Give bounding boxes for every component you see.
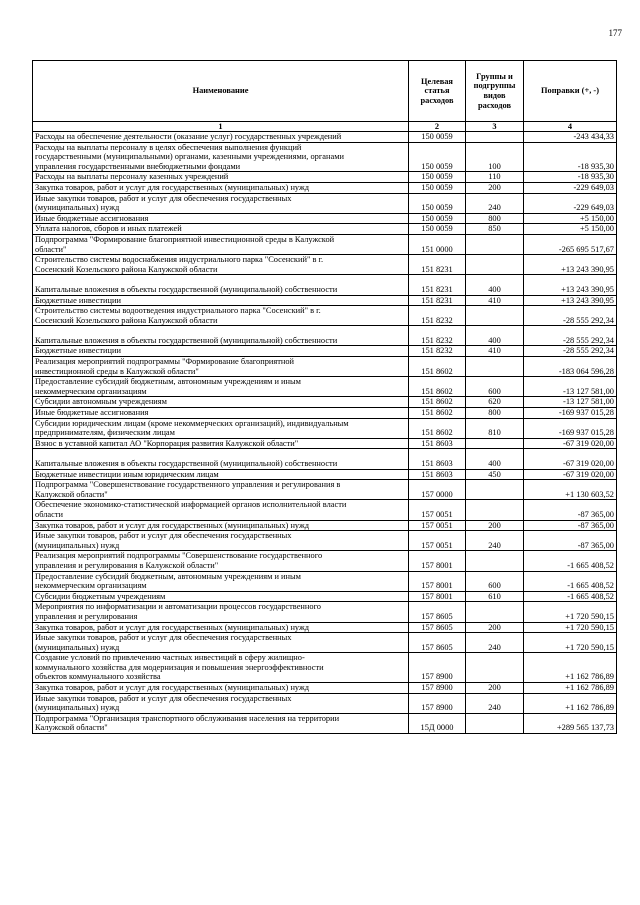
row-expense-group: 620 bbox=[466, 397, 524, 408]
table-row bbox=[33, 275, 617, 295]
row-amount: -28 555 292,34 bbox=[524, 306, 617, 326]
table-header-row bbox=[33, 61, 617, 122]
row-name: Закупка товаров, работ и услуг для государственных (муниципальных) нужд bbox=[33, 622, 409, 633]
row-target-code: 157 0051 bbox=[409, 520, 466, 531]
row-target-code: 151 8231 bbox=[409, 295, 466, 306]
row-target-code: 150 0059 bbox=[409, 224, 466, 235]
table-row bbox=[33, 346, 617, 357]
table-row bbox=[33, 234, 617, 254]
row-target-code: 15Д 0000 bbox=[409, 713, 466, 733]
row-expense-group bbox=[466, 480, 524, 500]
row-expense-group: 240 bbox=[466, 693, 524, 713]
row-target-code: 150 0059 bbox=[409, 213, 466, 224]
row-expense-group: 610 bbox=[466, 591, 524, 602]
table-row bbox=[33, 602, 617, 622]
row-name: Субсидии бюджетным учреждениям bbox=[33, 591, 409, 602]
row-name: Предоставление субсидий бюджетным, автономным учреждениям и иным некоммерческим организациям bbox=[33, 571, 409, 591]
row-name: Подпрограмма "Формирование благоприятной инвестиционной среды в Калужской области" bbox=[33, 234, 409, 254]
row-target-code: 151 8232 bbox=[409, 346, 466, 357]
row-target-code: 157 8900 bbox=[409, 653, 466, 683]
row-amount: +13 243 390,95 bbox=[524, 255, 617, 275]
row-target-code: 157 8001 bbox=[409, 591, 466, 602]
row-name: Иные закупки товаров, работ и услуг для обеспечения государственных (муниципальных) нужд bbox=[33, 633, 409, 653]
table-row bbox=[33, 397, 617, 408]
row-name: Реализация мероприятий подпрограммы "Формирование благоприятной инвестиционной среды в Калужской области" bbox=[33, 357, 409, 377]
row-amount: -265 695 517,67 bbox=[524, 234, 617, 254]
row-name: Иные бюджетные ассигнования bbox=[33, 213, 409, 224]
row-target-code: 150 0059 bbox=[409, 142, 466, 172]
row-name: Субсидии автономным учреждениям bbox=[33, 397, 409, 408]
row-expense-group bbox=[466, 653, 524, 683]
row-name: Закупка товаров, работ и услуг для государственных (муниципальных) нужд bbox=[33, 520, 409, 531]
table-row bbox=[33, 438, 617, 449]
row-name: Иные закупки товаров, работ и услуг для обеспечения государственных (муниципальных) нужд bbox=[33, 693, 409, 713]
row-amount: -229 649,03 bbox=[524, 182, 617, 193]
table-row bbox=[33, 591, 617, 602]
row-target-code: 150 0059 bbox=[409, 193, 466, 213]
row-expense-group bbox=[466, 234, 524, 254]
row-target-code: 157 8001 bbox=[409, 571, 466, 591]
row-expense-group: 850 bbox=[466, 224, 524, 235]
row-target-code: 157 8001 bbox=[409, 551, 466, 571]
table-row bbox=[33, 531, 617, 551]
table-row bbox=[33, 255, 617, 275]
column-number-row bbox=[33, 122, 617, 132]
column-number-2: 2 bbox=[409, 122, 466, 132]
row-name: Расходы на выплаты персоналу в целях обеспечения выполнения функций государственными (муниципальными) органами, казенными учреждениями, органами управления государственными внебюджетными фондами bbox=[33, 142, 409, 172]
row-expense-group: 810 bbox=[466, 418, 524, 438]
row-name: Строительство системы водоотведения индустриального парка "Сосенский" в г. Сосенский Козельского района Калужской области bbox=[33, 306, 409, 326]
row-amount: +1 162 786,89 bbox=[524, 693, 617, 713]
row-amount: -243 434,33 bbox=[524, 132, 617, 143]
row-target-code: 151 8232 bbox=[409, 326, 466, 346]
row-target-code: 157 8900 bbox=[409, 693, 466, 713]
row-amount: -28 555 292,34 bbox=[524, 346, 617, 357]
row-name: Капитальные вложения в объекты государственной (муниципальной) собственности bbox=[33, 275, 409, 295]
row-expense-group bbox=[466, 551, 524, 571]
table-row bbox=[33, 213, 617, 224]
row-expense-group: 410 bbox=[466, 295, 524, 306]
table-row bbox=[33, 633, 617, 653]
row-amount: -1 665 408,52 bbox=[524, 551, 617, 571]
row-amount: +1 720 590,15 bbox=[524, 602, 617, 622]
table-row bbox=[33, 449, 617, 469]
row-amount: -13 127 581,00 bbox=[524, 397, 617, 408]
row-expense-group: 240 bbox=[466, 193, 524, 213]
row-expense-group: 600 bbox=[466, 571, 524, 591]
row-target-code: 151 8603 bbox=[409, 449, 466, 469]
row-name: Капитальные вложения в объекты государственной (муниципальной) собственности bbox=[33, 326, 409, 346]
row-expense-group: 400 bbox=[466, 326, 524, 346]
row-amount: +5 150,00 bbox=[524, 224, 617, 235]
row-expense-group bbox=[466, 306, 524, 326]
table-row bbox=[33, 520, 617, 531]
row-expense-group bbox=[466, 357, 524, 377]
row-amount: +1 162 786,89 bbox=[524, 653, 617, 683]
row-amount: +1 162 786,89 bbox=[524, 683, 617, 694]
table-row bbox=[33, 551, 617, 571]
row-amount: +1 720 590,15 bbox=[524, 633, 617, 653]
row-expense-group: 800 bbox=[466, 213, 524, 224]
row-target-code: 157 8605 bbox=[409, 602, 466, 622]
table-row bbox=[33, 571, 617, 591]
row-expense-group bbox=[466, 713, 524, 733]
row-name: Уплата налогов, сборов и иных платежей bbox=[33, 224, 409, 235]
row-name: Капитальные вложения в объекты государственной (муниципальной) собственности bbox=[33, 449, 409, 469]
row-target-code: 157 0051 bbox=[409, 500, 466, 520]
row-amount: -28 555 292,34 bbox=[524, 326, 617, 346]
row-amount: +5 150,00 bbox=[524, 213, 617, 224]
row-target-code: 151 8603 bbox=[409, 438, 466, 449]
row-target-code: 151 8231 bbox=[409, 275, 466, 295]
row-expense-group: 200 bbox=[466, 683, 524, 694]
row-expense-group bbox=[466, 438, 524, 449]
table-row bbox=[33, 683, 617, 694]
row-name: Субсидии юридическим лицам (кроме некоммерческих организаций), индивидуальным предпринимателям, физическим лицам bbox=[33, 418, 409, 438]
table-row bbox=[33, 377, 617, 397]
row-amount: +13 243 390,95 bbox=[524, 295, 617, 306]
row-amount: -1 665 408,52 bbox=[524, 591, 617, 602]
row-amount: +289 565 137,73 bbox=[524, 713, 617, 733]
row-expense-group: 450 bbox=[466, 469, 524, 480]
row-amount: -169 937 015,28 bbox=[524, 418, 617, 438]
row-name: Подпрограмма "Совершенствование государственного управления и регулирования в Калужской области" bbox=[33, 480, 409, 500]
table-row bbox=[33, 295, 617, 306]
row-name: Обеспечение экономико-статистической информацией органов исполнительной власти области bbox=[33, 500, 409, 520]
row-expense-group: 240 bbox=[466, 531, 524, 551]
table-row bbox=[33, 408, 617, 419]
row-amount: -18 935,30 bbox=[524, 142, 617, 172]
row-target-code: 151 8602 bbox=[409, 408, 466, 419]
row-amount: -169 937 015,28 bbox=[524, 408, 617, 419]
row-target-code: 157 8605 bbox=[409, 622, 466, 633]
row-target-code: 151 8603 bbox=[409, 469, 466, 480]
budget-table bbox=[32, 60, 617, 734]
table-row bbox=[33, 182, 617, 193]
row-amount: -1 665 408,52 bbox=[524, 571, 617, 591]
table-row bbox=[33, 172, 617, 183]
row-amount: -18 935,30 bbox=[524, 172, 617, 183]
row-name: Закупка товаров, работ и услуг для государственных (муниципальных) нужд bbox=[33, 182, 409, 193]
table-body bbox=[33, 132, 617, 734]
row-amount: -87 365,00 bbox=[524, 500, 617, 520]
column-number-1: 1 bbox=[33, 122, 409, 132]
row-name: Иные закупки товаров, работ и услуг для обеспечения государственных (муниципальных) нужд bbox=[33, 531, 409, 551]
row-target-code: 157 0051 bbox=[409, 531, 466, 551]
row-expense-group bbox=[466, 255, 524, 275]
column-number-3: 3 bbox=[466, 122, 524, 132]
table-row bbox=[33, 469, 617, 480]
row-expense-group: 200 bbox=[466, 182, 524, 193]
row-expense-group: 110 bbox=[466, 172, 524, 183]
row-amount: +1 720 590,15 bbox=[524, 622, 617, 633]
row-name: Подпрограмма "Организация транспортного обслуживания населения на территории Калужской области" bbox=[33, 713, 409, 733]
row-expense-group: 400 bbox=[466, 275, 524, 295]
row-name: Предоставление субсидий бюджетным, автономным учреждениям и иным некоммерческим организациям bbox=[33, 377, 409, 397]
row-name: Мероприятия по информатизации и автоматизации процессов государственного управления и регулирования bbox=[33, 602, 409, 622]
row-target-code: 151 8232 bbox=[409, 306, 466, 326]
header-amount: Поправки (+, -) bbox=[524, 61, 617, 122]
row-target-code: 151 8602 bbox=[409, 377, 466, 397]
row-target-code: 157 8605 bbox=[409, 633, 466, 653]
row-target-code: 151 8231 bbox=[409, 255, 466, 275]
table-row bbox=[33, 326, 617, 346]
row-target-code: 150 0059 bbox=[409, 172, 466, 183]
row-amount: +13 243 390,95 bbox=[524, 275, 617, 295]
row-target-code: 151 8602 bbox=[409, 357, 466, 377]
table-row bbox=[33, 622, 617, 633]
row-target-code: 157 0000 bbox=[409, 480, 466, 500]
row-amount: -67 319 020,00 bbox=[524, 469, 617, 480]
table-row bbox=[33, 142, 617, 172]
page-number: 177 bbox=[608, 28, 622, 38]
row-amount: -13 127 581,00 bbox=[524, 377, 617, 397]
row-name: Создание условий по привлечению частных инвестиций в сферу жилищно- коммунального хозяйства для модернизация и повышения энергоэффективности объектов коммунального хозяйства bbox=[33, 653, 409, 683]
row-target-code: 151 8602 bbox=[409, 418, 466, 438]
row-amount: -183 064 596,28 bbox=[524, 357, 617, 377]
row-expense-group bbox=[466, 602, 524, 622]
table-row bbox=[33, 193, 617, 213]
row-name: Взнос в уставной капитал АО "Корпорация развития Калужской области" bbox=[33, 438, 409, 449]
row-target-code: 150 0059 bbox=[409, 182, 466, 193]
row-expense-group: 400 bbox=[466, 449, 524, 469]
row-name: Закупка товаров, работ и услуг для государственных (муниципальных) нужд bbox=[33, 683, 409, 694]
column-number-4: 4 bbox=[524, 122, 617, 132]
row-expense-group: 100 bbox=[466, 142, 524, 172]
row-name: Строительство системы водоснабжения индустриального парка "Сосенский" в г. Сосенский Козельского района Калужской области bbox=[33, 255, 409, 275]
row-amount: -87 365,00 bbox=[524, 531, 617, 551]
row-expense-group: 200 bbox=[466, 622, 524, 633]
row-name: Бюджетные инвестиции bbox=[33, 295, 409, 306]
table-row bbox=[33, 653, 617, 683]
row-target-code: 150 0059 bbox=[409, 132, 466, 143]
row-expense-group: 240 bbox=[466, 633, 524, 653]
table-row bbox=[33, 480, 617, 500]
table-row bbox=[33, 357, 617, 377]
row-expense-group: 410 bbox=[466, 346, 524, 357]
row-amount: -87 365,00 bbox=[524, 520, 617, 531]
header-code: Целевая статья расходов bbox=[409, 61, 466, 122]
row-target-code: 157 8900 bbox=[409, 683, 466, 694]
row-name: Иные бюджетные ассигнования bbox=[33, 408, 409, 419]
row-amount: +1 130 603,52 bbox=[524, 480, 617, 500]
header-group: Группы и подгруппы видов расходов bbox=[466, 61, 524, 122]
row-expense-group: 800 bbox=[466, 408, 524, 419]
row-amount: -229 649,03 bbox=[524, 193, 617, 213]
table-row bbox=[33, 713, 617, 733]
row-amount: -67 319 020,00 bbox=[524, 438, 617, 449]
table-row bbox=[33, 224, 617, 235]
row-name: Иные закупки товаров, работ и услуг для обеспечения государственных (муниципальных) нужд bbox=[33, 193, 409, 213]
table-row bbox=[33, 132, 617, 143]
row-name: Расходы на обеспечение деятельности (оказание услуг) государственных учреждений bbox=[33, 132, 409, 143]
row-name: Реализация мероприятий подпрограммы "Совершенствование государственного управления и регулирования в Калужской области" bbox=[33, 551, 409, 571]
row-target-code: 151 8602 bbox=[409, 397, 466, 408]
row-name: Бюджетные инвестиции иным юридическим лицам bbox=[33, 469, 409, 480]
row-expense-group: 600 bbox=[466, 377, 524, 397]
table-row bbox=[33, 500, 617, 520]
table-row bbox=[33, 306, 617, 326]
header-name: Наименование bbox=[33, 61, 409, 122]
table-row bbox=[33, 418, 617, 438]
row-expense-group: 200 bbox=[466, 520, 524, 531]
row-name: Бюджетные инвестиции bbox=[33, 346, 409, 357]
row-expense-group bbox=[466, 132, 524, 143]
row-amount: -67 319 020,00 bbox=[524, 449, 617, 469]
row-target-code: 151 0000 bbox=[409, 234, 466, 254]
row-name: Расходы на выплаты персоналу казенных учреждений bbox=[33, 172, 409, 183]
table-row bbox=[33, 693, 617, 713]
row-expense-group bbox=[466, 500, 524, 520]
